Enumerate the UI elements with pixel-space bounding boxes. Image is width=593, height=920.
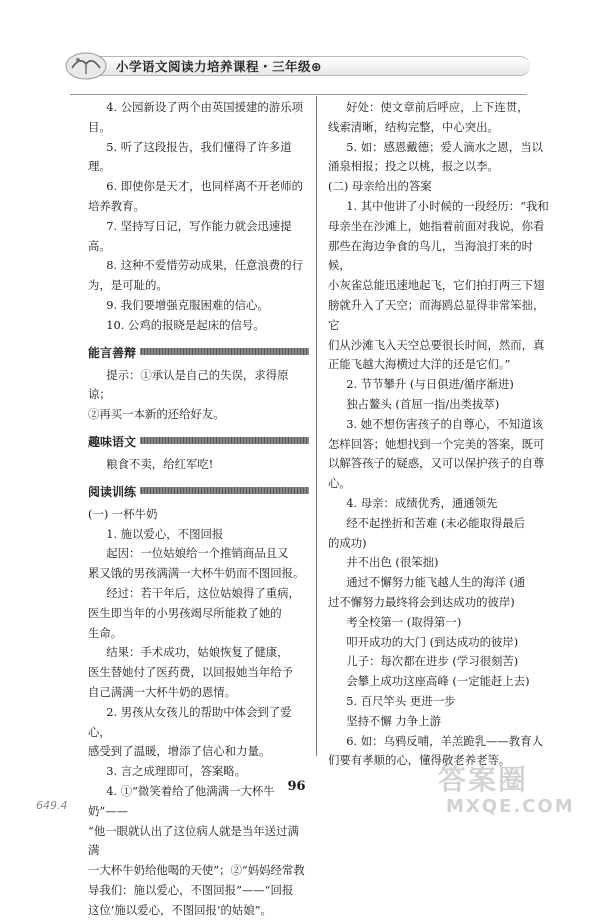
answer-line: 1. 施以爱心，不图回报 xyxy=(106,526,224,541)
answer-line: 5. 百尺竿头 更进一步 xyxy=(346,693,456,708)
section-heading xyxy=(88,341,309,363)
answer-line: 结果：手术成功，姑娘恢复了健康， xyxy=(106,645,289,660)
answer-line: 7. 坚持写日记，写作能力就会迅速提高。 xyxy=(88,218,292,253)
answer-line: 医生替她付了医药费，以回报她当年给予 xyxy=(88,665,294,680)
answer-line: 4. ①“微笑着给了他满满一大杯牛奶”—— xyxy=(88,783,275,818)
answer-line: 9. 我们要增强克服困难的信心。 xyxy=(106,297,269,312)
answer-line: 1. 其中他讲了小时候的一段经历：“我和 xyxy=(346,198,549,213)
answer-line: 考全校第一 (取得第一) xyxy=(346,614,462,629)
answer-line: 4. 母亲：成绩优秀，通通领先 xyxy=(346,495,498,510)
answer-line: 6. 如：乌鸦反哺，羊羔跪乳——教育人 xyxy=(346,733,543,748)
answer-line: 过不懈努力最终将会到达成功的彼岸) xyxy=(328,594,515,609)
answer-line: 累又饿的男孩满满一大杯牛奶而不图回报。 xyxy=(88,566,305,581)
handwritten-note: 649.4 xyxy=(36,799,68,812)
answer-line: 正能飞越大海横过大洋的还是它们。” xyxy=(328,357,511,372)
answer-line: 通过不懈努力能飞越人生的海洋 (通 xyxy=(346,575,526,590)
answer-line: 导我们：施以爱心，不图回报”——“回报 xyxy=(88,882,294,897)
answer-line: “他一眼就认出了这位病人就是当年送过满满 xyxy=(88,823,299,858)
answer-line: 起因：一位姑娘给一个推销商品且又 xyxy=(106,546,289,561)
answer-line: 母亲坐在沙滩上，她指着前面对我说，你看 xyxy=(328,218,545,233)
answer-line: 10. 公鸡的报晓是起床的信号。 xyxy=(106,317,265,332)
section-title: 阅读训练 xyxy=(88,483,140,500)
answer-line: 目。 xyxy=(88,119,111,134)
answer-line: 2. 节节攀升 (与日俱进/循序渐进) xyxy=(346,377,514,392)
answer-line: 粮食不卖，给红军吃! xyxy=(106,456,214,471)
answer-line: 膀就升入了天空；而海鸥总显得非常笨拙，它 xyxy=(328,297,545,332)
column-divider xyxy=(316,96,317,756)
answer-line: 感受到了温暖，增添了信心和力量。 xyxy=(88,744,271,759)
header-rule xyxy=(70,94,527,95)
watermark-logo xyxy=(438,758,588,820)
answer-line: 4. 公园新设了两个由英国援建的游乐项 xyxy=(106,100,303,114)
section-title: 趣味语文 xyxy=(88,433,140,450)
section-heading xyxy=(88,430,309,452)
answer-line: 怎样回答；她想找到一个完美的答案，既可 xyxy=(328,436,545,451)
answer-line: 小灰雀总能迅速地起飞，它们拍打两三下翅 xyxy=(328,278,545,293)
answer-line: 叩开成功的大门 (到达成功的彼岸) xyxy=(346,634,519,649)
answer-line: 会攀上成功这座高峰 (一定能赶上去) xyxy=(346,674,530,689)
answer-line: 以解答孩子的疑惑，又可以保护孩子的自尊心。 xyxy=(328,456,545,491)
answer-line: 生命。 xyxy=(88,625,123,640)
page-number: 96 xyxy=(287,779,306,794)
book-ornament-icon xyxy=(64,46,108,82)
answer-line: 3. 她不想伤害孩子的自尊心，不知道该 xyxy=(346,416,543,431)
answer-line: 6. 即使你是天才，也同样离不开老师的 xyxy=(106,179,303,194)
answer-line: 们从沙滩飞入天空总要很长时间，然而，真 xyxy=(328,337,545,352)
answer-line: 培养教育。 xyxy=(88,198,145,213)
answer-line: 好处：使文章前后呼应，上下连贯， xyxy=(346,100,529,114)
answer-line: 独占鳌头 (首屈一指/出类拔萃) xyxy=(346,396,500,411)
answer-line: 5. 如：感恩戴德；爱人滴水之恩，当以 xyxy=(346,139,543,154)
section-heading xyxy=(88,480,309,502)
answer-line: 医生即当年的小男孩竭尽所能救了她的 xyxy=(88,605,282,620)
answer-line: 自己满满一大杯牛奶的恩情。 xyxy=(88,684,237,699)
answer-line: 为，是可耻的。 xyxy=(88,278,168,293)
answer-line: 5. 听了这段报告，我们懂得了许多道理。 xyxy=(88,139,292,174)
watermark-url: MXQE.COM xyxy=(446,796,575,817)
answer-line: 的成功) xyxy=(328,535,367,550)
answer-line: 2. 男孩从女孩儿的帮助中体会到了爱心， xyxy=(88,704,292,739)
right-column xyxy=(328,98,549,771)
answer-line: 儿子：每次都在进步 (学习很刻苦) xyxy=(346,654,519,669)
answer-line: 提示：①承认是自己的失误，求得原谅； xyxy=(88,367,289,402)
section-title: 能言善辩 xyxy=(88,344,140,361)
subsection-title: (二) 母亲给出的答案 xyxy=(328,179,432,194)
answer-line: 8. 这种不爱惜劳动成果，任意浪费的行 xyxy=(106,258,303,273)
header-title: 小学语文阅读力培养课程・三年级⊕ xyxy=(116,59,322,74)
page-header xyxy=(70,46,530,84)
answer-line: 那些在海边争食的鸟儿，当海浪打来的时候， xyxy=(328,238,534,273)
answer-line: 们要有孝顺的心，懂得敬老养老等。 xyxy=(328,753,511,768)
answer-line: 并不出色 (很笨拙) xyxy=(346,555,439,570)
answer-line: 3. 言之成理即可，答案略。 xyxy=(106,764,247,779)
answer-line: ②再买一本新的还给好友。 xyxy=(88,407,225,422)
answer-line: 这位‘施以爱心，不图回报’的姑娘”。 xyxy=(88,902,272,917)
answer-line: 经过：若干年后，这位姑娘得了重病， xyxy=(106,585,300,600)
subsection-title: (一) 一杯牛奶 xyxy=(88,506,158,521)
answer-line: 线索清晰，结构完整，中心突出。 xyxy=(328,119,499,134)
left-column xyxy=(88,98,309,920)
answer-line: 一大杯牛奶给他喝的天使”；②“妈妈经常教 xyxy=(88,863,305,878)
answer-line: 涌泉相报；投之以桃，报之以李。 xyxy=(328,159,499,174)
answer-line: 经不起挫折和苦难 (未必能取得最后 xyxy=(346,515,526,530)
answer-line: 坚持不懈 力争上游 xyxy=(346,713,441,728)
watermark-text: 答案圈 xyxy=(438,763,529,796)
